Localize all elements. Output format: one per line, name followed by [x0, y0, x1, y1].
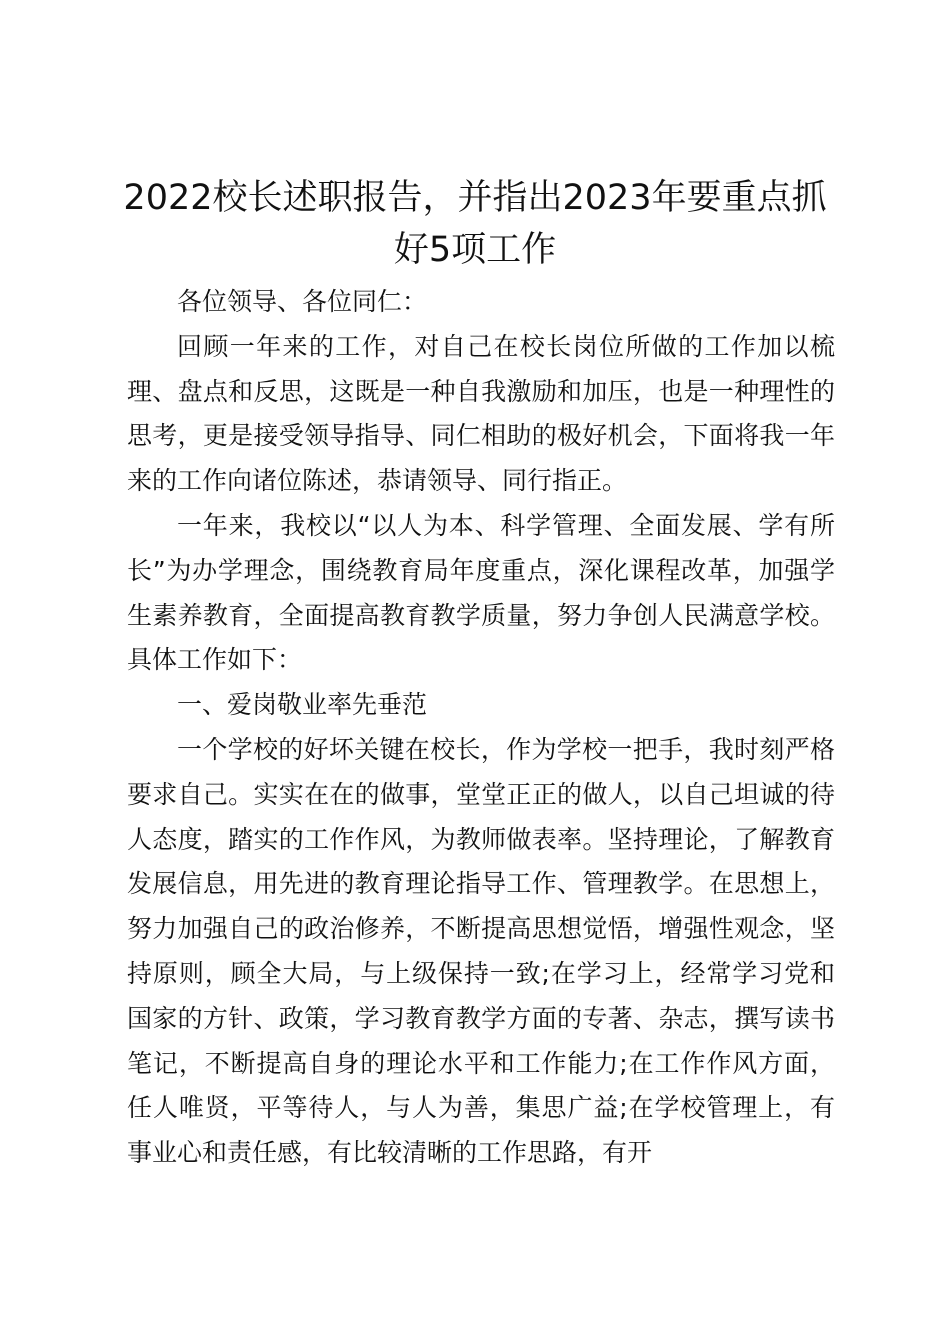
section-heading-1: 一、爱岗敬业率先垂范: [177, 690, 428, 720]
salutation-paragraph: 各位领导、各位同仁：: [177, 287, 428, 316]
document-body: [127, 280, 835, 1176]
document-title: 2022校长述职报告，并指出2023年要重点抓好5项工作: [123, 178, 827, 270]
section-1-paragraph: 一个学校的好坏关键在校长，作为学校一把手，我时刻严格要求自己。实实在在的做事，堂堂正正的做人，以自己坦诚的待人态度，踏实的工作作风，为教师做表率。坚持理论，了解教育发展信息，用先进的教育理论指导工作、管理教学。在思想上，努力加强自己的政治修养，不断提高思想觉悟，增强性观念，坚持原则，顾全大局，与上级保持一致;在学习上，经常学习党和国家的方针、政策，学习教育教学方面的专著、杂志，撰写读书笔记，不断提高自身的理论水平和工作能力;在工作作风方面，任人唯贤，平等待人，与人为善，集思广益;在学校管理上，有事业心和责任感，有比较清晰的工作思路，有开: [127, 734, 835, 1168]
intro-paragraph: 回顾一年来的工作，对自己在校长岗位所做的工作加以梳理、盘点和反思，这既是一种自我激励和加压，也是一种理性的思考，更是接受领导指导、同仁相助的极好机会，下面将我一年来的工作向诸位陈述，恭请领导、同行指正。: [127, 331, 835, 496]
philosophy-paragraph: 一年来，我校以“以人为本、科学管理、全面发展、学有所长”为办学理念，围绕教育局年度重点，深化课程改革，加强学生素养教育，全面提高教育教学质量，努力争创人民满意学校。具体工作如下：: [127, 510, 835, 675]
